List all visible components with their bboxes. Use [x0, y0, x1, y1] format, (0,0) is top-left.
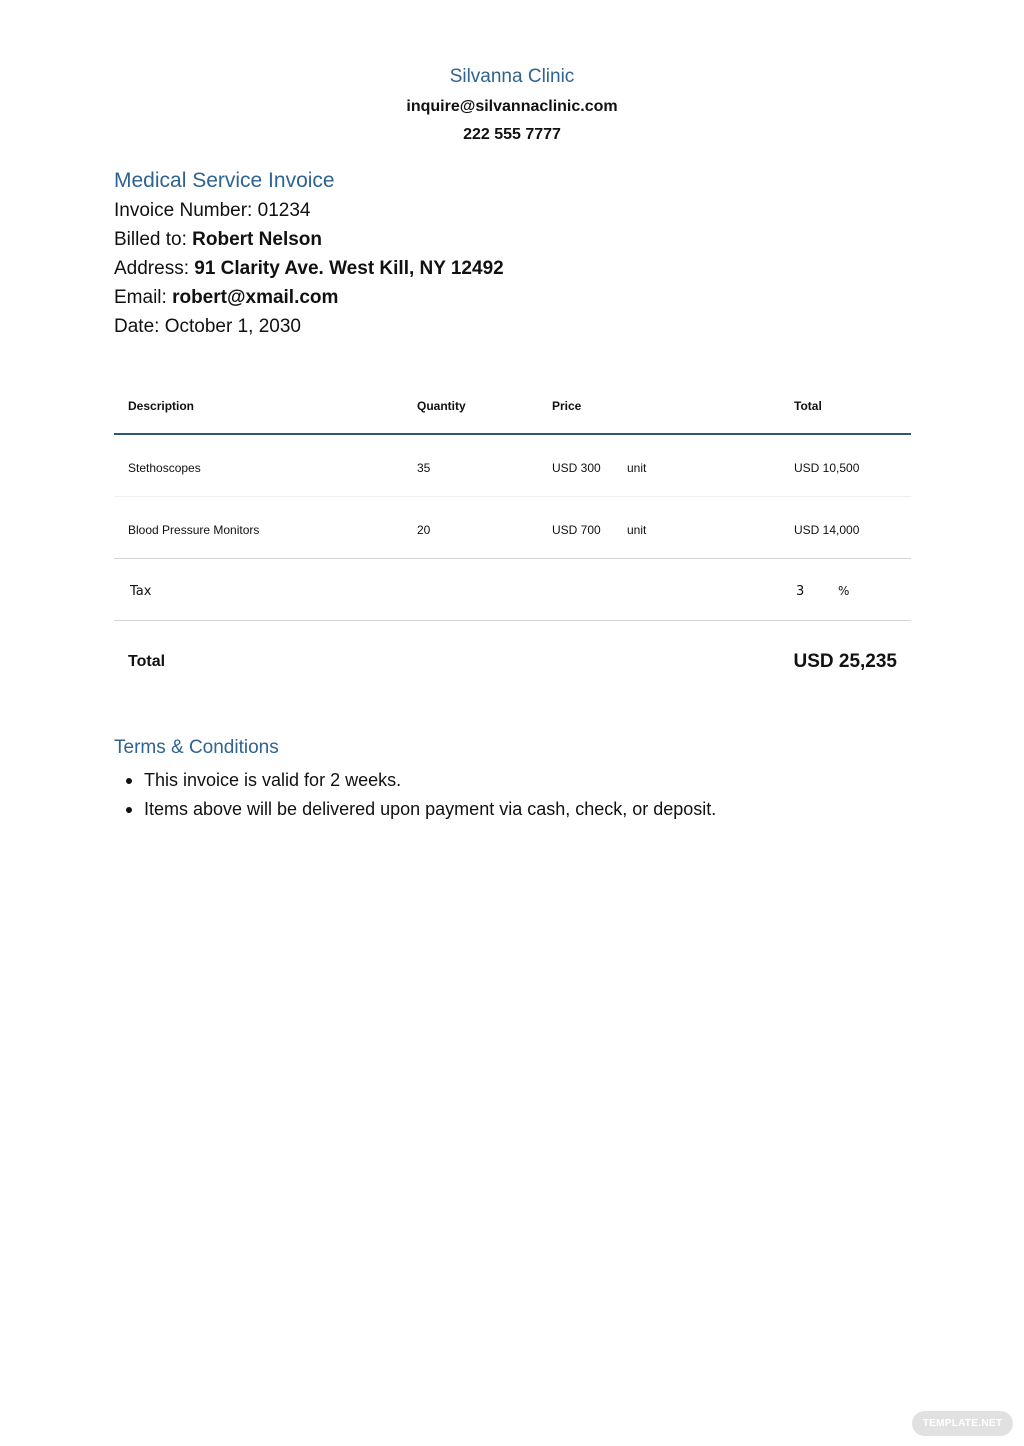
row-unit: unit: [627, 461, 647, 475]
invoice-number-line: [114, 200, 310, 222]
row-quantity: 20: [417, 523, 431, 537]
grand-total-row: [114, 621, 911, 699]
header-quantity: Quantity: [417, 399, 466, 413]
date-value: October 1, 2030: [164, 316, 301, 337]
invoice-table: [114, 375, 911, 699]
tax-unit: %: [838, 584, 850, 598]
invoice-number-label: Invoice Number:: [114, 200, 258, 221]
clinic-name: Silvanna Clinic: [449, 66, 575, 87]
address-value: 91 Clarity Ave. West Kill, NY 12492: [194, 258, 504, 279]
email-label: Email:: [114, 287, 173, 308]
header-price: Price: [552, 399, 582, 413]
watermark-badge: TEMPLATE.NET: [912, 1411, 1013, 1436]
row-quantity: 35: [417, 461, 431, 475]
email-line: [114, 287, 338, 309]
email-value: robert@xmail.com: [172, 287, 339, 308]
bullet-icon: [126, 807, 132, 813]
header-total: Total: [794, 399, 822, 413]
date-line: [114, 316, 301, 338]
grand-total-label: Total: [128, 653, 166, 670]
billed-to-line: [114, 229, 322, 251]
row-price: USD 300: [552, 461, 601, 475]
tax-row: [114, 559, 911, 621]
terms-title: Terms & Conditions: [114, 737, 279, 758]
row-description: Blood Pressure Monitors: [128, 523, 260, 537]
table-header-row: [114, 375, 911, 435]
invoice-number-value: 01234: [257, 200, 311, 221]
term-text: This invoice is valid for 2 weeks.: [144, 770, 402, 790]
list-item: [144, 766, 904, 795]
tax-value: 3: [796, 584, 805, 599]
table-row: [114, 497, 911, 559]
date-label: Date:: [114, 316, 165, 337]
bullet-icon: [126, 778, 132, 784]
clinic-email: inquire@silvannaclinic.com: [406, 98, 618, 115]
row-price: USD 700: [552, 523, 601, 537]
term-text: Items above will be delivered upon payment via cash, check, or deposit.: [144, 799, 717, 819]
clinic-phone: 222 555 7777: [463, 126, 561, 143]
invoice-title: Medical Service Invoice: [114, 169, 335, 192]
row-description: Stethoscopes: [128, 461, 201, 475]
table-row: [114, 435, 911, 497]
tax-label: Tax: [130, 584, 152, 599]
terms-list: [114, 766, 904, 824]
grand-total-value: USD 25,235: [793, 651, 897, 672]
address-line: [114, 258, 504, 280]
header-description: Description: [128, 399, 195, 413]
list-item: [144, 795, 904, 824]
billed-to-label: Billed to:: [114, 229, 193, 250]
row-unit: unit: [627, 523, 647, 537]
address-label: Address:: [114, 258, 195, 279]
row-total: USD 10,500: [794, 461, 860, 475]
billed-to-value: Robert Nelson: [192, 229, 323, 250]
row-total: USD 14,000: [794, 523, 860, 537]
